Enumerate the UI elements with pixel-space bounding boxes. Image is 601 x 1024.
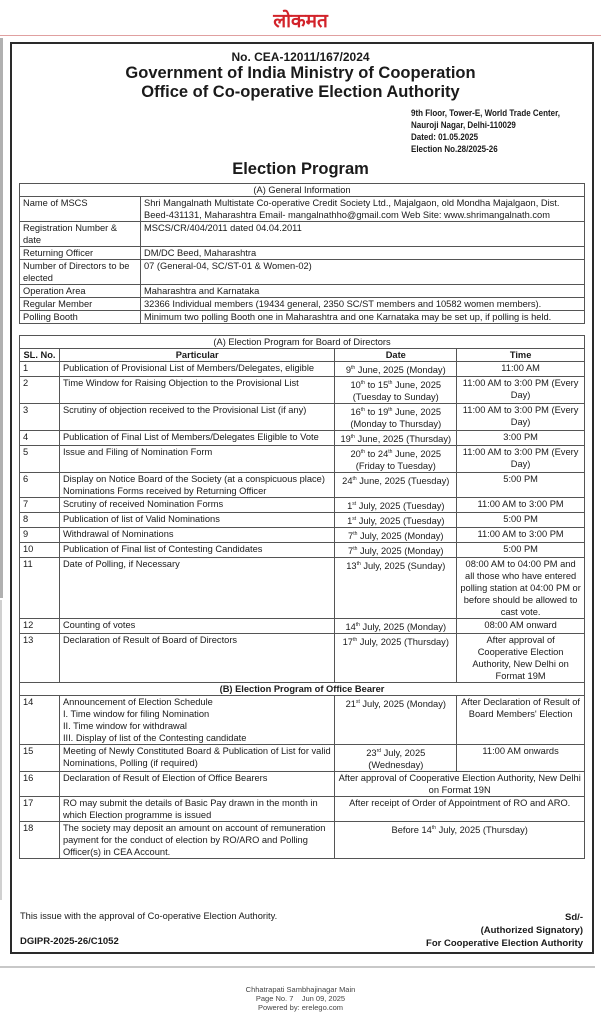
date-time: Before 14th July, 2025 (Thursday) xyxy=(335,822,585,859)
table-row xyxy=(20,247,585,260)
time: 08:00 AM onward xyxy=(457,619,585,634)
date: 7th July, 2025 (Monday) xyxy=(335,543,457,558)
edition-name: Chhatrapati Sambhajinagar Main xyxy=(245,985,356,994)
sl-number: 1 xyxy=(20,362,60,377)
table-row xyxy=(20,797,585,822)
table-row xyxy=(20,498,585,513)
section-heading: (A) General Information xyxy=(20,184,585,197)
date: 1st July, 2025 (Tuesday) xyxy=(335,498,457,513)
row-label: Registration Number & date xyxy=(20,222,141,247)
office-bearer-program-rows xyxy=(20,696,585,859)
sl-number: 7 xyxy=(20,498,60,513)
time: 3:00 PM xyxy=(457,431,585,446)
general-info-table xyxy=(19,183,585,324)
time: 5:00 PM xyxy=(457,473,585,498)
col-header-time: Time xyxy=(457,349,585,362)
table-row xyxy=(20,634,585,683)
time: 5:00 PM xyxy=(457,543,585,558)
row-value: Maharashtra and Karnataka xyxy=(141,285,585,298)
table-row xyxy=(20,822,585,859)
sl-number: 8 xyxy=(20,513,60,528)
col-header-date: Date xyxy=(335,349,457,362)
election-program-table xyxy=(19,335,585,859)
office-address-block xyxy=(411,107,560,155)
time: 08:00 AM to 04:00 PM and all those who have entered polling station at 04:00 PM or before should be allowed to cast vote. xyxy=(457,558,585,619)
table-row xyxy=(20,298,585,311)
election-number: Election No.28/2025-26 xyxy=(411,144,498,154)
row-value: 32366 Individual members (19434 general, 2350 SC/ST members and 10582 women members). xyxy=(141,298,585,311)
table-row xyxy=(20,431,585,446)
sl-number: 3 xyxy=(20,404,60,431)
particular: RO may submit the details of Basic Pay drawn in the month in which Election programme is issued xyxy=(59,797,334,822)
sl-number: 14 xyxy=(20,696,60,745)
table-row xyxy=(20,311,585,324)
col-header-sl: SL. No. xyxy=(20,349,60,362)
signatory-label: (Authorized Signatory) xyxy=(480,925,583,936)
approval-footnote: This issue with the approval of Co-operative Election Authority. xyxy=(20,911,278,921)
particular: Scrutiny of received Nomination Forms xyxy=(59,498,334,513)
dgipr-code: DGIPR-2025-26/C1052 xyxy=(20,936,119,947)
notice-ref-number: No. CEA-12011/167/2024 xyxy=(231,50,370,64)
table-row xyxy=(20,446,585,473)
sl-number: 2 xyxy=(20,377,60,404)
row-value: DM/DC Beed, Maharashtra xyxy=(141,247,585,260)
address-line: Nauroji Nagar, Delhi-110029 xyxy=(411,120,516,130)
table-row xyxy=(20,222,585,247)
date: 1st July, 2025 (Tuesday) xyxy=(335,513,457,528)
sl-number: 11 xyxy=(20,558,60,619)
table-row xyxy=(20,745,585,772)
table-row xyxy=(20,473,585,498)
page-divider xyxy=(0,966,595,968)
particular: Display on Notice Board of the Society (at a conspicuous place) Nominations Forms received by Returning Officer xyxy=(59,473,334,498)
particular: Scrutiny of objection received to the Provisional List (if any) xyxy=(59,404,334,431)
row-value: MSCS/CR/404/2011 dated 04.04.2011 xyxy=(141,222,585,247)
sl-number: 12 xyxy=(20,619,60,634)
table-row xyxy=(20,260,585,285)
row-label: Operation Area xyxy=(20,285,141,298)
particular: Publication of Final list of Contesting Candidates xyxy=(59,543,334,558)
sl-number: 6 xyxy=(20,473,60,498)
sl-number: 4 xyxy=(20,431,60,446)
board-program-rows xyxy=(20,362,585,683)
row-label: Polling Booth xyxy=(20,311,141,324)
signature-block xyxy=(426,911,583,950)
sl-number: 9 xyxy=(20,528,60,543)
row-value: 07 (General-04, SC/ST-01 & Women-02) xyxy=(141,260,585,285)
table-row xyxy=(20,362,585,377)
row-value: Shri Mangalnath Multistate Co-operative Credit Society Ltd., Majalgaon, old Mondha Majalgaon, Dist. Beed-431131, Maharashtra Email- mangalnathho@gmail.com Web Site: www.shrimangalnath.com xyxy=(141,197,585,222)
table-row xyxy=(20,558,585,619)
particular: Issue and Filing of Nomination Form xyxy=(59,446,334,473)
particular: Declaration of Result of Election of Office Bearers xyxy=(59,772,334,797)
time: 11:00 AM to 3:00 PM (Every Day) xyxy=(457,404,585,431)
row-label: Returning Officer xyxy=(20,247,141,260)
table-row xyxy=(20,543,585,558)
time: 11:00 AM to 3:00 PM xyxy=(457,498,585,513)
date: 7th July, 2025 (Monday) xyxy=(335,528,457,543)
row-label: Regular Member xyxy=(20,298,141,311)
date: 9th June, 2025 (Monday) xyxy=(335,362,457,377)
particular: Time Window for Raising Objection to the Provisional List xyxy=(59,377,334,404)
time: 11:00 AM to 3:00 PM xyxy=(457,528,585,543)
date: 17th July, 2025 (Thursday) xyxy=(335,634,457,683)
time: 11:00 AM onwards xyxy=(457,745,585,772)
sl-number: 5 xyxy=(20,446,60,473)
date: 10th to 15th June, 2025 (Tuesday to Sunday) xyxy=(335,377,457,404)
table-row xyxy=(20,285,585,298)
table-row xyxy=(20,513,585,528)
sl-number: 10 xyxy=(20,543,60,558)
powered-by: Powered by: erelego.com xyxy=(257,1003,344,1012)
office-title: Office of Co-operative Election Authority xyxy=(141,83,460,101)
section-heading: (A) Election Program for Board of Directors xyxy=(20,336,585,349)
time: After approval of Cooperative Election Authority, New Delhi on Format 19M xyxy=(457,634,585,683)
col-header-particular: Particular xyxy=(59,349,334,362)
time: After Declaration of Result of Board Members' Election xyxy=(457,696,585,745)
date: 20th to 24th June, 2025 (Friday to Tuesday) xyxy=(335,446,457,473)
particular: Announcement of Election Schedule I. Time window for filing Nomination II. Time window for withdrawal III. Display of list of the Contesting candidate xyxy=(59,696,334,745)
sl-number: 13 xyxy=(20,634,60,683)
time: 11:00 AM to 3:00 PM (Every Day) xyxy=(457,446,585,473)
newspaper-masthead xyxy=(0,0,601,36)
date: 14th July, 2025 (Monday) xyxy=(335,619,457,634)
section-heading: (B) Election Program of Office Bearer xyxy=(20,683,585,696)
particular: Date of Polling, if Necessary xyxy=(59,558,334,619)
row-label: Number of Directors to be elected xyxy=(20,260,141,285)
particular: The society may deposit an amount on account of remuneration payment for the conduct of election by RO/ARO and Polling Officer(s) in CEA Account. xyxy=(59,822,334,859)
program-title: Election Program xyxy=(232,160,369,178)
table-row xyxy=(20,619,585,634)
particular: Counting of votes xyxy=(59,619,334,634)
date-time: After approval of Cooperative Election Authority, New Delhi on Format 19N xyxy=(335,772,585,797)
date: 19th June, 2025 (Thursday) xyxy=(335,431,457,446)
particular: Declaration of Result of Board of Directors xyxy=(59,634,334,683)
particular: Meeting of Newly Constituted Board & Publication of List for valid Nominations, Polling (if required) xyxy=(59,745,334,772)
sd-mark: Sd/- xyxy=(565,912,583,923)
particular: Publication of Final List of Members/Delegates Eligible to Vote xyxy=(59,431,334,446)
date: 21st July, 2025 (Monday) xyxy=(335,696,457,745)
date: 23rd July, 2025 (Wednesday) xyxy=(335,745,457,772)
notice-date: Dated: 01.05.2025 xyxy=(411,132,479,142)
row-value: Minimum two polling Booth one in Maharashtra and one Karnataka may be set up, if polling is held. xyxy=(141,311,585,324)
page-info: Page No. 7 Jun 09, 2025 xyxy=(255,994,346,1003)
table-row xyxy=(20,377,585,404)
table-row xyxy=(20,197,585,222)
particular: Publication of list of Valid Nominations xyxy=(59,513,334,528)
time: 11:00 AM to 3:00 PM (Every Day) xyxy=(457,377,585,404)
left-page-edge-lower xyxy=(0,600,2,900)
time: 11:00 AM xyxy=(457,362,585,377)
time: 5:00 PM xyxy=(457,513,585,528)
particular: Withdrawal of Nominations xyxy=(59,528,334,543)
table-row xyxy=(20,528,585,543)
row-label: Name of MSCS xyxy=(20,197,141,222)
signatory-org: For Cooperative Election Authority xyxy=(426,938,583,949)
table-row xyxy=(20,404,585,431)
date: 24th June, 2025 (Tuesday) xyxy=(335,473,457,498)
table-header-row xyxy=(20,349,585,362)
particular: Publication of Provisional List of Members/Delegates, eligible xyxy=(59,362,334,377)
table-row xyxy=(20,772,585,797)
epaper-footer xyxy=(0,985,601,1012)
table-row xyxy=(20,696,585,745)
sl-number: 16 xyxy=(20,772,60,797)
left-page-edge xyxy=(0,38,3,598)
masthead-divider xyxy=(0,35,601,36)
sl-number: 15 xyxy=(20,745,60,772)
lokmat-logo: लोकमत xyxy=(273,10,328,32)
sl-number: 18 xyxy=(20,822,60,859)
date: 16th to 19th June, 2025 (Monday to Thursday) xyxy=(335,404,457,431)
date: 13th July, 2025 (Sunday) xyxy=(335,558,457,619)
sl-number: 17 xyxy=(20,797,60,822)
date-time: After receipt of Order of Appointment of RO and ARO. xyxy=(335,797,585,822)
address-line: 9th Floor, Tower-E, World Trade Center, xyxy=(411,108,560,118)
ministry-title: Government of India Ministry of Cooperation xyxy=(125,64,476,82)
